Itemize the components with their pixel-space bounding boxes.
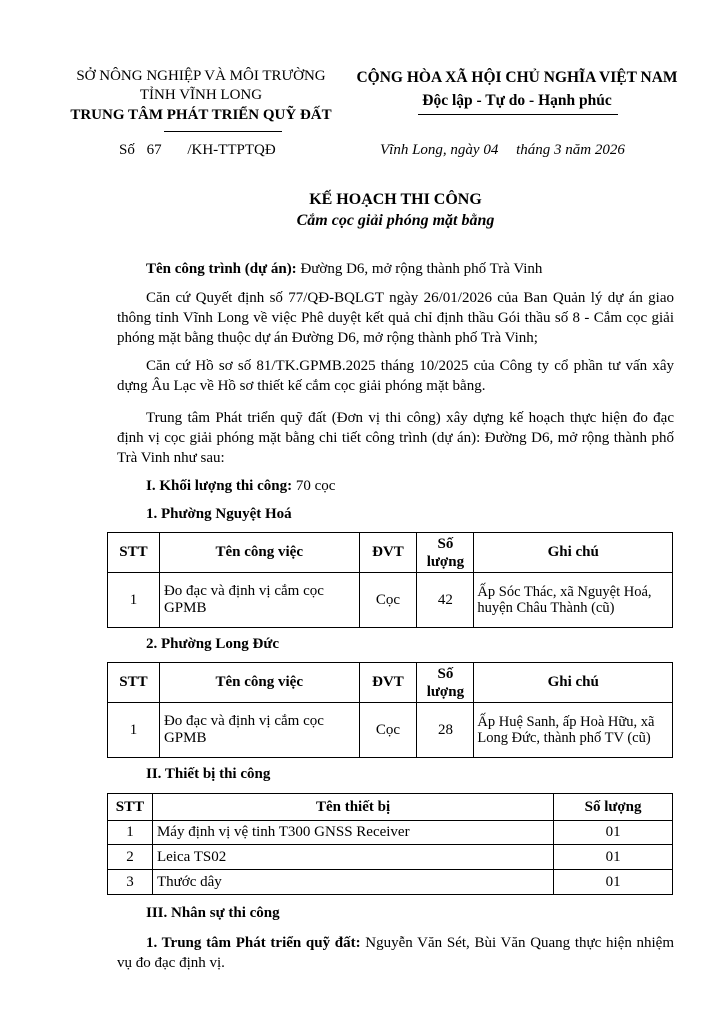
col-stt: STT <box>108 663 160 703</box>
table-row <box>108 573 673 628</box>
national-motto: Độc lập - Tự do - Hạnh phúc <box>422 92 612 109</box>
col-stt: STT <box>108 794 153 821</box>
cell-stt: 1 <box>108 703 160 758</box>
doc-number-suffix: /KH-TTPTQĐ <box>187 142 276 158</box>
col-task: Tên công việc <box>159 663 359 703</box>
section-1-label: I. Khối lượng thi công: <box>146 478 293 494</box>
volume-table-1 <box>107 532 673 628</box>
col-task: Tên công việc <box>159 533 359 573</box>
cell-qty: 42 <box>417 573 474 628</box>
cell-stt: 1 <box>108 573 160 628</box>
cell-equipment-name: Thước dây <box>152 870 553 895</box>
col-note: Ghi chú <box>474 663 673 703</box>
volume-table-2 <box>107 662 673 758</box>
table-row <box>108 821 673 845</box>
legal-basis-1: Căn cứ Quyết định số 77/QĐ-BQLGT ngày 26/01/2026 của Ban Quản lý dự án giao thông tỉnh Vĩnh Long về việc Phê duyệt kết quả chỉ định thầu Gói thầu số 8 - Cắm cọc giải phóng mặt bằng thuộc dự án Đường D6, mở rộng thành phố Trà Vinh; <box>117 290 674 346</box>
personnel-item-1-text: Nguyễn Văn Sét, Bùi Văn Quang thực hiện nhiệm vụ đo đạc định vị. <box>117 935 674 971</box>
cell-task: Đo đạc và định vị cắm cọc GPMB <box>159 573 359 628</box>
cell-task: Đo đạc và định vị cắm cọc GPMB <box>159 703 359 758</box>
cell-equipment-name: Leica TS02 <box>152 845 553 870</box>
cell-equipment-name: Máy định vị vệ tinh T300 GNSS Receiver <box>152 821 553 845</box>
col-qty: Số lượng <box>417 533 474 573</box>
date-prefix: Vĩnh Long, ngày <box>380 142 480 158</box>
agency-underline <box>164 131 282 132</box>
cell-note: Ấp Huệ Sanh, ấp Hoà Hữu, xã Long Đức, thành phố TV (cũ) <box>474 703 673 758</box>
table-row <box>108 845 673 870</box>
cell-stt: 3 <box>108 870 153 895</box>
doc-date <box>380 142 625 159</box>
national-header <box>350 68 684 111</box>
agency-parent-name: SỞ NÔNG NGHIỆP VÀ MÔI TRƯỜNG <box>76 68 326 84</box>
cell-qty: 01 <box>554 845 673 870</box>
col-unit: ĐVT <box>359 533 417 573</box>
personnel-item-1 <box>117 933 674 973</box>
section-1-value: 70 cọc <box>292 478 336 494</box>
cell-qty: 28 <box>417 703 474 758</box>
col-note: Ghi chú <box>474 533 673 573</box>
col-unit: ĐVT <box>359 663 417 703</box>
agency-name: TRUNG TÂM PHÁT TRIỂN QUỸ ĐẤT <box>70 107 332 123</box>
section-2-heading: II. Thiết bị thi công <box>146 766 271 782</box>
date-day: 04 <box>483 142 499 158</box>
cell-note: Ấp Sóc Thác, xã Nguyệt Hoá, huyện Châu Thành (cũ) <box>474 573 673 628</box>
table-row <box>108 870 673 895</box>
project-line <box>146 261 542 278</box>
col-qty: Số lượng <box>417 663 474 703</box>
cell-unit: Cọc <box>359 703 417 758</box>
table-header-row <box>108 794 673 821</box>
cell-stt: 1 <box>108 821 153 845</box>
motto-underline <box>418 114 618 115</box>
doc-title: KẾ HOẠCH THI CÔNG <box>309 191 482 208</box>
agency-province: TỈNH VĨNH LONG <box>139 87 263 103</box>
table-row <box>108 703 673 758</box>
legal-basis-2: Căn cứ Hồ sơ số 81/TK.GPMB.2025 tháng 10/2025 của Công ty cổ phần tư vấn xây dựng Âu Lạc về Hồ sơ thiết kế cắm cọc giải phóng mặt bằng. <box>117 358 674 394</box>
col-equipment-name: Tên thiết bị <box>152 794 553 821</box>
doc-number <box>119 142 276 159</box>
col-qty: Số lượng <box>554 794 673 821</box>
national-title: CỘNG HÒA XÃ HỘI CHỦ NGHĨA VIỆT NAM <box>356 69 678 86</box>
table-header-row <box>108 663 673 703</box>
agency-header <box>60 66 342 126</box>
cell-stt: 2 <box>108 845 153 870</box>
ward-1-title: 1. Phường Nguyệt Hoá <box>146 506 292 522</box>
date-month-year: tháng 3 năm 2026 <box>516 142 625 158</box>
equipment-table <box>107 793 673 895</box>
plan-intro: Trung tâm Phát triển quỹ đất (Đơn vị thi công) xây dựng kế hoạch thực hiện đo đạc định vị cọc giải phóng mặt bằng chi tiết công trình (dự án): Đường D6, mở rộng thành phố Trà Vinh như sau: <box>117 410 674 466</box>
cell-qty: 01 <box>554 821 673 845</box>
section-3-heading: III. Nhân sự thi công <box>146 905 280 921</box>
ward-2-title: 2. Phường Long Đức <box>146 636 279 652</box>
col-stt: STT <box>108 533 160 573</box>
personnel-item-1-label: 1. Trung tâm Phát triển quỹ đất: <box>146 935 361 951</box>
cell-qty: 01 <box>554 870 673 895</box>
project-name: Đường D6, mở rộng thành phố Trà Vinh <box>296 261 543 277</box>
section-1-heading <box>146 478 335 495</box>
doc-number-prefix: Số <box>119 142 135 158</box>
project-label: Tên công trình (dự án): <box>146 261 297 277</box>
table-header-row <box>108 533 673 573</box>
doc-number-value: 67 <box>146 142 162 158</box>
cell-unit: Cọc <box>359 573 417 628</box>
doc-subtitle: Cắm cọc giải phóng mặt bằng <box>296 212 495 229</box>
